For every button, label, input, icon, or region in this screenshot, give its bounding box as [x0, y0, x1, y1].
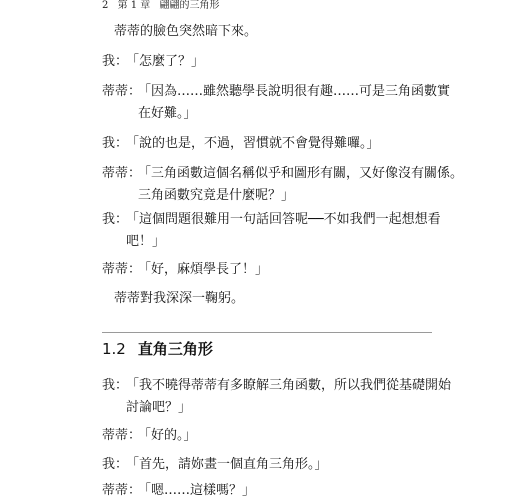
narration-text: 蒂蒂的臉色突然暗下來。 — [114, 24, 258, 39]
narration-paragraph — [102, 288, 449, 310]
dialogue-me — [102, 133, 437, 155]
dialogue-text: 「三角函數這個名稱似乎和圖形有關，又好像沒有關係。 — [138, 166, 464, 181]
dialogue-me — [102, 454, 437, 476]
speaker-me: 我： — [102, 136, 129, 151]
dialogue-tetra — [102, 480, 437, 502]
section-title: 直角三角形 — [137, 340, 213, 358]
narration-paragraph — [102, 21, 449, 43]
speaker-me: 我： — [102, 212, 129, 227]
section-divider — [102, 332, 432, 333]
speaker-me: 我： — [102, 54, 129, 69]
section-heading — [102, 339, 213, 359]
speaker-tetra: 蒂蒂： — [102, 166, 142, 181]
dialogue-me — [102, 51, 437, 73]
dialogue-text: 「這個問題很難用一句話回答呢──不如我們一起想想看 — [126, 212, 441, 227]
dialogue-me — [102, 209, 441, 253]
dialogue-continuation: 吧！」 — [126, 234, 166, 249]
narration-text: 蒂蒂對我深深一鞠躬。 — [114, 291, 245, 306]
speaker-tetra: 蒂蒂： — [102, 262, 142, 277]
dialogue-text: 「怎麼了？」 — [126, 54, 205, 69]
dialogue-text: 「好，麻煩學長了！」 — [138, 262, 269, 277]
speaker-tetra: 蒂蒂： — [102, 483, 142, 498]
dialogue-text: 「我不曉得蒂蒂有多瞭解三角函數，所以我們從基礎開始 — [126, 378, 452, 393]
dialogue-tetra — [102, 81, 451, 125]
dialogue-text: 「說的也是，不過，習慣就不會覺得難囉。」 — [126, 136, 380, 151]
dialogue-text: 「好的。」 — [138, 428, 197, 443]
speaker-tetra: 蒂蒂： — [102, 428, 142, 443]
speaker-tetra: 蒂蒂： — [102, 84, 142, 99]
running-header — [102, 0, 225, 12]
chapter-label: 第 1 章 — [117, 0, 151, 11]
dialogue-continuation: 討論吧？」 — [126, 400, 192, 415]
section-number: 1.2 — [102, 340, 126, 358]
dialogue-tetra — [102, 259, 437, 281]
dialogue-me — [102, 375, 452, 419]
chapter-title: 翩翩的三角形 — [159, 0, 220, 11]
page-number: 2 — [102, 0, 109, 11]
dialogue-text: 「嗯……這樣嗎？」 — [138, 483, 256, 498]
dialogue-text: 「因為……雖然聽學長說明很有趣……可是三角函數實 — [138, 84, 451, 99]
speaker-me: 我： — [102, 457, 129, 472]
speaker-me: 我： — [102, 378, 129, 393]
dialogue-continuation: 在好難。」 — [138, 106, 197, 121]
dialogue-tetra — [102, 163, 464, 207]
dialogue-continuation: 三角函數究竟是什麼呢？」 — [138, 188, 295, 203]
dialogue-text: 「首先，請妳畫一個直角三角形。」 — [126, 457, 328, 472]
dialogue-tetra — [102, 425, 437, 447]
